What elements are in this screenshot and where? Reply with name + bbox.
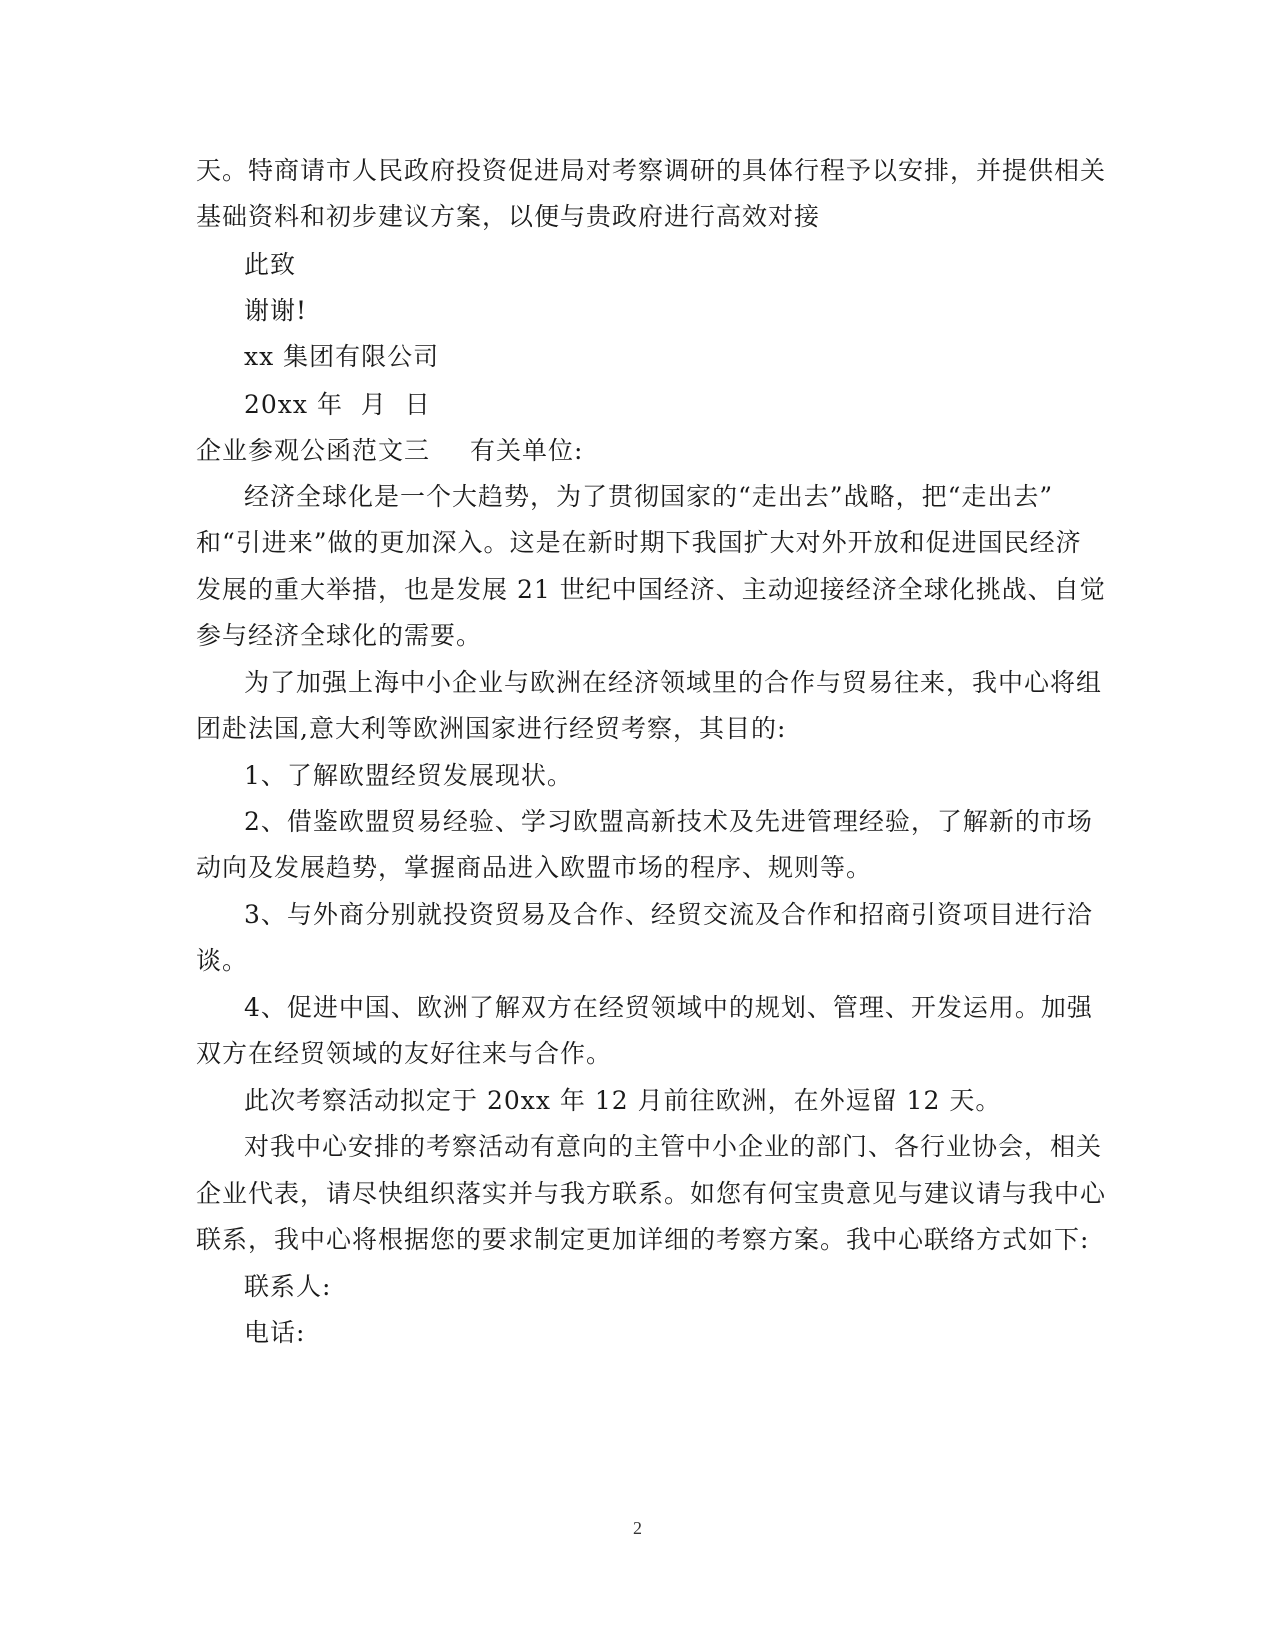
body-line: 经济全球化是一个大趋势，为了贯彻国家的“走出去”战略，把“走出去” <box>244 482 1054 511</box>
body-line: 谈。 <box>196 946 249 975</box>
closing-salutation: 此致 <box>244 250 297 279</box>
body-line: 发展的重大举措，也是发展 21 世纪中国经济、主动迎接经济全球化挑战、自觉 <box>196 575 1106 604</box>
body-line: 企业代表，请尽快组织落实并与我方联系。如您有何宝贵意见与建议请与我中心 <box>196 1179 1107 1208</box>
body-line: 联系，我中心将根据您的要求制定更加详细的考察方案。我中心联络方式如下: <box>196 1225 1090 1254</box>
body-line: 和“引进来”做的更加深入。这是在新时期下我国扩大对外开放和促进国民经济 <box>196 528 1082 557</box>
phone-label: 电话: <box>244 1318 306 1347</box>
body-line: 天。特商请市人民政府投资促进局对考察调研的具体行程予以安排，并提供相关 <box>196 156 1107 185</box>
list-item: 4、促进中国、欧洲了解双方在经贸领域中的规划、管理、开发运用。加强 <box>244 993 1093 1022</box>
contact-person-label: 联系人: <box>244 1272 332 1301</box>
body-line: 动向及发展趋势，掌握商品进入欧盟市场的程序、规则等。 <box>196 853 873 882</box>
body-line: 双方在经贸领域的友好往来与合作。 <box>196 1039 613 1068</box>
body-line: 团赴法国,意大利等欧洲国家进行经贸考察，其目的: <box>196 714 787 743</box>
body-line: 参与经济全球化的需要。 <box>196 621 483 650</box>
date-line: 20xx 年 月 日 <box>244 390 431 419</box>
page-number: 2 <box>633 1518 642 1538</box>
recipient-line: 有关单位: <box>470 436 584 465</box>
list-item: 3、与外商分别就投资贸易及合作、经贸交流及合作和招商引资项目进行洽 <box>244 900 1093 929</box>
body-line: 对我中心安排的考察活动有意向的主管中小企业的部门、各行业协会，相关 <box>244 1132 1103 1161</box>
list-item: 1、了解欧盟经贸发展现状。 <box>244 761 573 790</box>
body-line: 基础资料和初步建议方案，以便与贵政府进行高效对接 <box>196 202 821 231</box>
section-heading: 企业参观公函范文三 <box>196 436 431 465</box>
body-line: 为了加强上海中小企业与欧洲在经济领域里的合作与贸易往来，我中心将组 <box>244 668 1103 697</box>
company-signature: xx 集团有限公司 <box>244 342 440 371</box>
body-line: 此次考察活动拟定于 20xx 年 12 月前往欧洲，在外逗留 12 天。 <box>244 1086 1002 1115</box>
list-item: 2、借鉴欧盟贸易经验、学习欧盟高新技术及先进管理经验，了解新的市场 <box>244 807 1093 836</box>
thanks-line: 谢谢! <box>244 296 308 325</box>
